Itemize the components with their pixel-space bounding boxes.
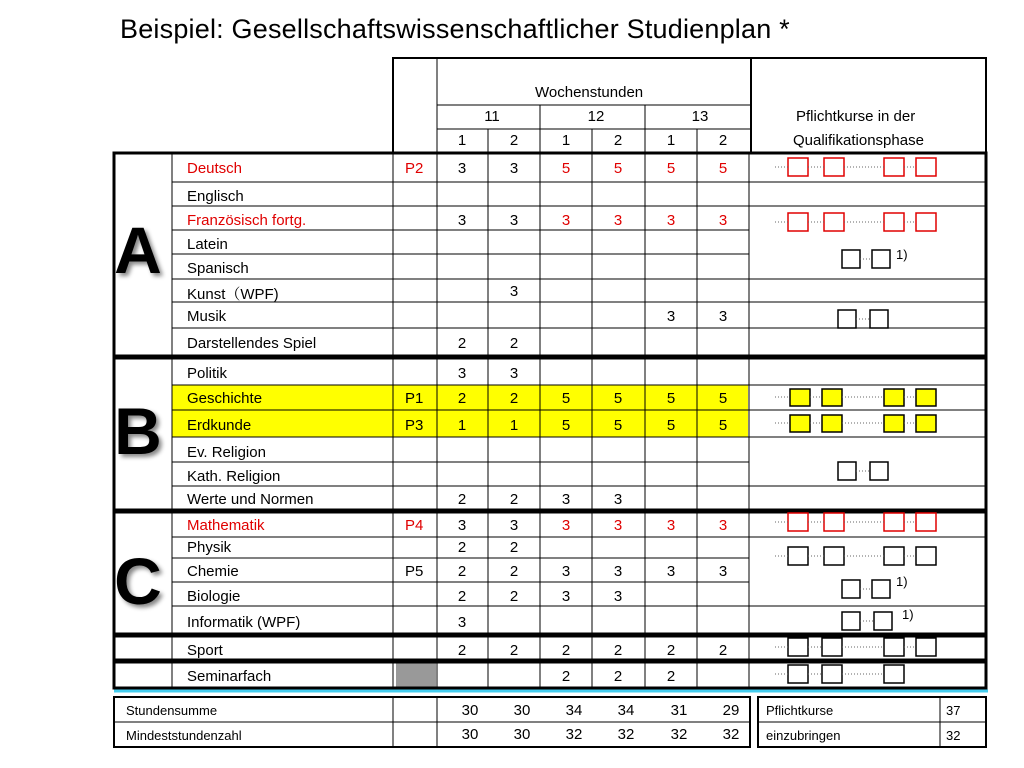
hours-cell: 3 xyxy=(613,588,623,605)
stundensumme-value: 29 xyxy=(722,702,740,719)
hours-cell: 3 xyxy=(561,517,571,534)
subject-name: Physik xyxy=(187,539,232,556)
hours-cell: 2 xyxy=(718,642,728,659)
subject-name: Geschichte xyxy=(187,390,263,407)
hours-cell: 3 xyxy=(561,563,571,580)
hours-cell: 2 xyxy=(666,642,676,659)
hours-cell: 3 xyxy=(613,212,623,229)
hours-cell: 3 xyxy=(561,491,571,508)
hours-cell: 5 xyxy=(561,160,571,177)
pflicht-boxes-black xyxy=(788,250,936,683)
stundensumme-value: 30 xyxy=(461,702,479,719)
hours-cell: 2 xyxy=(509,563,519,580)
hours-cell: 3 xyxy=(509,517,519,534)
hours-cell: 3 xyxy=(457,517,467,534)
header-half: 2 xyxy=(718,132,728,149)
subject-name: Mathematik xyxy=(187,517,265,534)
seminar-p-cell-grey xyxy=(396,663,436,687)
hours-cell: 2 xyxy=(666,668,676,685)
hours-cell: 3 xyxy=(613,517,623,534)
hours-cell: 3 xyxy=(718,308,728,325)
hours-cell: 5 xyxy=(718,390,728,407)
subject-name: Spanisch xyxy=(187,260,249,277)
stundensumme-value: 34 xyxy=(617,702,635,719)
pruefungsfach-label: P5 xyxy=(405,563,424,580)
hours-cell: 2 xyxy=(457,390,467,407)
hours-cell: 3 xyxy=(457,212,467,229)
hours-cell: 5 xyxy=(718,417,728,434)
hours-cell: 5 xyxy=(613,390,623,407)
hours-cell: 5 xyxy=(561,390,571,407)
stundensumme-label: Stundensumme xyxy=(126,703,218,718)
hours-cell: 3 xyxy=(718,563,728,580)
mindeststunden-label: Mindeststundenzahl xyxy=(126,728,242,743)
subject-name: Darstellendes Spiel xyxy=(187,335,317,352)
hours-cell: 2 xyxy=(509,335,519,352)
pruefungsfach-label: P4 xyxy=(405,517,424,534)
footnote-mark: 1) xyxy=(896,574,908,589)
hours-cell: 5 xyxy=(666,417,676,434)
subject-name: Ev. Religion xyxy=(187,444,266,461)
header-wochenstunden: Wochenstunden xyxy=(535,84,644,101)
hours-cell: 5 xyxy=(613,417,623,434)
subject-name: Politik xyxy=(187,365,228,382)
subject-name: Französisch fortg. xyxy=(187,212,307,229)
stundensumme-value: 30 xyxy=(513,702,531,719)
subject-name: Latein xyxy=(187,236,228,253)
header-half: 2 xyxy=(613,132,623,149)
hours-cell: 3 xyxy=(457,614,467,631)
mindeststunden-value: 30 xyxy=(513,726,531,743)
hours-cell: 2 xyxy=(561,668,571,685)
hours-cell: 2 xyxy=(457,642,467,659)
block-letter-c: C xyxy=(114,544,162,618)
einbringen-value: 32 xyxy=(946,728,961,743)
hours-cell: 5 xyxy=(561,417,571,434)
hours-cell: 2 xyxy=(509,390,519,407)
hours-cell: 3 xyxy=(718,517,728,534)
hours-cell: 2 xyxy=(613,668,623,685)
hours-cell: 3 xyxy=(509,160,519,177)
subject-name: Seminarfach xyxy=(187,668,272,685)
hours-cell: 2 xyxy=(509,588,519,605)
pruefungsfach-label: P1 xyxy=(405,390,424,407)
header-half: 1 xyxy=(457,132,467,149)
subject-name: Sport xyxy=(187,642,223,659)
hours-cell: 2 xyxy=(509,642,519,659)
hours-cell: 3 xyxy=(718,212,728,229)
subject-name: Kunst（WPF) xyxy=(187,286,279,303)
pflichtkurse-value: 37 xyxy=(946,703,961,718)
header-pflicht-line2: Qualifikationsphase xyxy=(793,132,924,149)
mindeststunden-value: 32 xyxy=(565,726,583,743)
footnote-mark: 1) xyxy=(902,607,914,622)
hours-cell: 3 xyxy=(666,563,676,580)
hours-cell: 5 xyxy=(666,160,676,177)
subject-name: Biologie xyxy=(187,588,241,605)
subject-name: Werte und Normen xyxy=(187,491,314,508)
mindeststunden-value: 30 xyxy=(461,726,479,743)
block-letter-b: B xyxy=(114,394,162,468)
subject-name: Englisch xyxy=(187,188,244,205)
header-half: 1 xyxy=(561,132,571,149)
block-letter-a: A xyxy=(114,213,162,287)
footnote-mark: 1) xyxy=(896,247,908,262)
hours-cell: 5 xyxy=(613,160,623,177)
hours-cell: 2 xyxy=(613,642,623,659)
hours-cell: 3 xyxy=(509,365,519,382)
hours-cell: 3 xyxy=(613,491,623,508)
subject-name: Erdkunde xyxy=(187,417,252,434)
hours-cell: 2 xyxy=(561,642,571,659)
header-grade-12: 12 xyxy=(587,108,605,125)
hours-cell: 1 xyxy=(509,417,519,434)
mindeststunden-value: 32 xyxy=(670,726,688,743)
hours-cell: 3 xyxy=(666,517,676,534)
hours-cell: 2 xyxy=(457,539,467,556)
subject-name: Informatik (WPF) xyxy=(187,614,301,631)
header-half: 2 xyxy=(509,132,519,149)
hours-cell: 5 xyxy=(718,160,728,177)
hours-cell: 3 xyxy=(666,212,676,229)
hours-cell: 3 xyxy=(509,283,519,300)
stundensumme-value: 31 xyxy=(670,702,688,719)
subject-name: Kath. Religion xyxy=(187,468,281,485)
hours-cell: 2 xyxy=(457,588,467,605)
subject-name: Chemie xyxy=(187,563,239,580)
hours-cell: 3 xyxy=(561,588,571,605)
hours-cell: 5 xyxy=(666,390,676,407)
hours-cell: 3 xyxy=(561,212,571,229)
hours-cell: 1 xyxy=(457,417,467,434)
stundensumme-value: 34 xyxy=(565,702,583,719)
hours-cell: 3 xyxy=(613,563,623,580)
hours-cell: 3 xyxy=(509,212,519,229)
header-grade-13: 13 xyxy=(691,108,709,125)
hours-cell: 2 xyxy=(509,539,519,556)
mindeststunden-value: 32 xyxy=(617,726,635,743)
pflichtkurse-label: Pflichtkurse xyxy=(766,703,834,718)
page-title: Beispiel: Gesellschaftswissenschaftlicher Studienplan * xyxy=(120,14,790,44)
hours-cell: 2 xyxy=(457,563,467,580)
subject-name: Deutsch xyxy=(187,160,243,177)
header-pflicht-line1: Pflichtkurse in der xyxy=(796,108,916,125)
hours-cell: 3 xyxy=(457,365,467,382)
subject-name: Musik xyxy=(187,308,227,325)
pruefungsfach-label: P2 xyxy=(405,160,424,177)
mindeststunden-value: 32 xyxy=(722,726,740,743)
header-half: 1 xyxy=(666,132,676,149)
einbringen-label: einzubringen xyxy=(766,728,841,743)
hours-cell: 2 xyxy=(457,491,467,508)
hours-cell: 3 xyxy=(666,308,676,325)
hours-cell: 2 xyxy=(509,491,519,508)
hours-cell: 3 xyxy=(457,160,467,177)
hours-cell: 2 xyxy=(457,335,467,352)
header-grade-11: 11 xyxy=(484,108,500,125)
pruefungsfach-label: P3 xyxy=(405,417,424,434)
